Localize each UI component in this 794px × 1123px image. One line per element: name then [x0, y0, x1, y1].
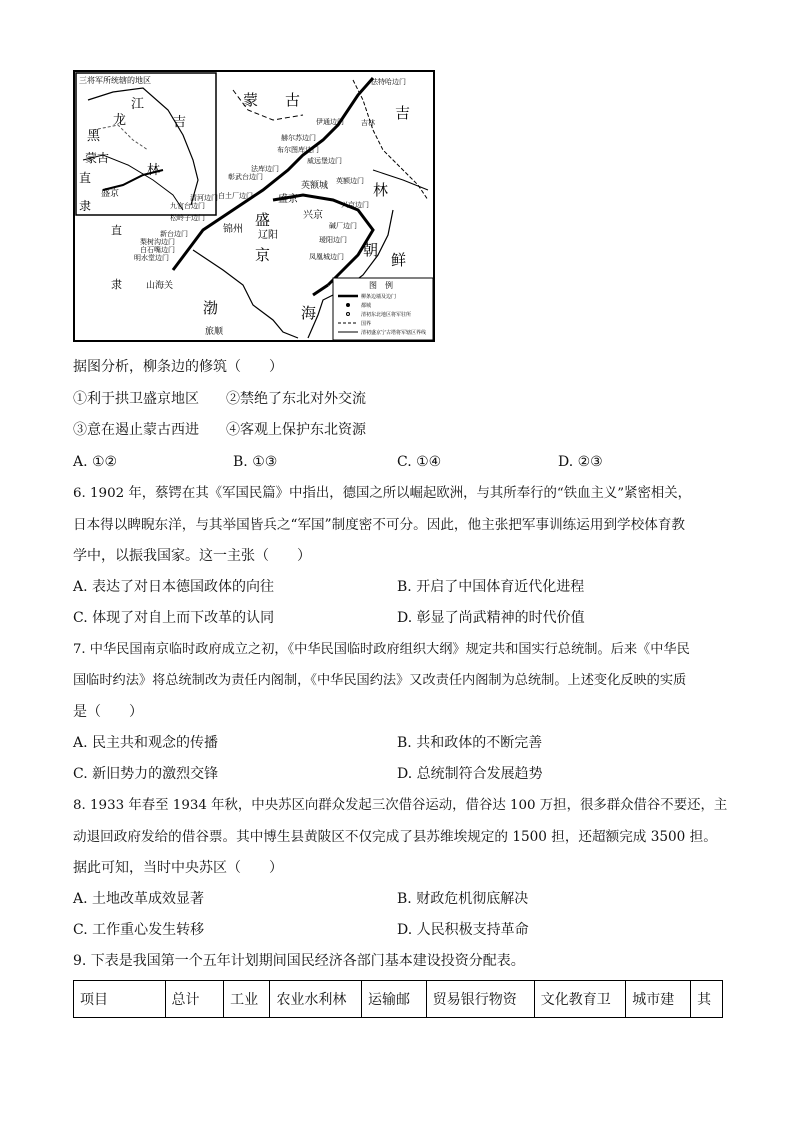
- legend-item: 都城: [361, 303, 372, 309]
- q5-option-d[interactable]: D. ②③: [558, 454, 603, 470]
- gate-label: 伊通边门: [316, 118, 344, 126]
- gate-label: 瑷阳边门: [319, 236, 347, 244]
- gate-label: 梨树沟边门: [140, 238, 175, 246]
- q6-line-2: 日本得以睥睨东洋，与其举国皆兵之“军国”制度密不可分。因此，他主张把军事训练运用到学校体育教: [73, 517, 686, 533]
- q6-line-3: 学中，以振我国家。这一主张（ ）: [73, 548, 311, 564]
- q7-line-3: 是（ ）: [73, 704, 143, 720]
- q5-option-a[interactable]: A. ①②: [73, 454, 118, 470]
- q8-option-c[interactable]: C. 工作重心发生转移: [73, 922, 205, 938]
- q5-option-b[interactable]: B. ①③: [233, 454, 278, 470]
- table-header-cell: 文化教育卫: [534, 981, 626, 1018]
- region-label: 渤: [203, 299, 219, 317]
- region-label: 京: [255, 246, 271, 264]
- legend-item: 清初东北地区将军驻所: [361, 312, 412, 318]
- gate-label: 法特哈边门: [371, 78, 406, 86]
- legend-item: 柳条边墙及边门: [361, 294, 397, 300]
- inset-label: 龙: [113, 113, 127, 128]
- q6-option-b[interactable]: B. 开启了中国体育近代化进程: [397, 579, 585, 595]
- q8-option-d[interactable]: D. 人民积极支持革命: [397, 922, 529, 938]
- q8-line-2: 动退回政府发给的借谷票。其中博生县黄陂区不仅完成了县苏维埃规定的 1500 担，还超额完成 3500 担。: [73, 829, 717, 845]
- gate-label: 新台边门: [160, 230, 188, 238]
- region-label: 海: [301, 304, 317, 322]
- q5-statement-4: ④客观上保护东北资源: [226, 422, 366, 438]
- region-label: 鲜: [391, 251, 407, 269]
- legend-title: 图 例: [369, 281, 393, 290]
- gate-label: 布尔图库边门: [277, 146, 319, 154]
- q5-stem: 据图分析，柳条边的修筑（ ）: [73, 359, 283, 375]
- gate-label: 碱厂边门: [329, 222, 357, 230]
- q5-statement-3: ③意在遏止蒙古西进: [73, 422, 199, 438]
- region-label: 隶: [111, 278, 122, 291]
- q7-line-2: 国临时约法》将总统制改为责任内阁制，《中华民国约法》又改责任内阁制为总统制。上述变化反映的实质: [73, 673, 687, 688]
- q8-option-a[interactable]: A. 土地改革成效显著: [73, 891, 205, 907]
- table-header-cell: 其: [691, 981, 723, 1018]
- q8-line-1: 8. 1933 年春至 1934 年秋，中央苏区向群众发起三次借谷运动，借谷达 100 万担，很多群众借谷不要还，主: [73, 798, 728, 813]
- gate-label: 兴京边门: [341, 201, 369, 209]
- inset-title: 三将军所统辖的地区: [79, 76, 151, 85]
- region-label: 林: [373, 181, 389, 199]
- table-header-cell: 工业: [224, 981, 270, 1018]
- inset-label: 隶: [79, 199, 92, 213]
- gate-label: 凤凰城边门: [309, 253, 344, 261]
- gate-label: 吉林: [361, 119, 375, 127]
- q7-option-c[interactable]: C. 新旧势力的激烈交锋: [73, 766, 219, 782]
- gate-label: 英额边门: [336, 177, 364, 185]
- gate-label: 松岭子边门: [170, 214, 205, 222]
- legend-item: 清初盛京宁古塔将军辖区界线: [361, 330, 427, 336]
- city-label: 山海关: [146, 281, 174, 291]
- city-label: 兴京: [303, 210, 323, 221]
- inset-label: 吉: [173, 115, 187, 130]
- table-header-cell: 城市建: [626, 981, 691, 1018]
- legend-item: 国界: [361, 321, 372, 327]
- gate-label: 白石嘴边门: [140, 246, 175, 254]
- table-header-cell: 农业水利林: [270, 981, 362, 1018]
- inset-label: 林: [147, 163, 161, 178]
- city-label: 盛京: [278, 194, 298, 205]
- q8-line-3: 据此可知，当时中央苏区（ ）: [73, 860, 283, 876]
- investment-table: [73, 980, 723, 1018]
- table-header-cell: 项目: [74, 981, 166, 1018]
- q5-option-c[interactable]: C. ①④: [397, 454, 442, 470]
- region-label: 朝: [363, 241, 379, 259]
- q6-option-d[interactable]: D. 彰显了尚武精神的时代价值: [397, 610, 585, 626]
- gate-label: 法库边门: [251, 165, 279, 173]
- q5-statement-2: ②禁绝了东北对外交流: [226, 391, 366, 407]
- table-header-cell: 总计: [165, 981, 224, 1018]
- city-label: 锦州: [223, 224, 243, 235]
- gate-label: 白土厂边门: [218, 192, 253, 200]
- region-label: 盛: [255, 211, 271, 229]
- gate-label: 威远堡边门: [307, 157, 342, 165]
- region-label: 蒙: [243, 91, 259, 109]
- gate-label: 清河边门: [190, 194, 218, 202]
- table-header-row: [74, 981, 723, 1018]
- map-legend: [333, 278, 433, 340]
- inset-label: 黑: [87, 129, 101, 144]
- inset-label: 直: [79, 171, 92, 185]
- city-label: 辽阳: [258, 230, 278, 241]
- city-label: 旅顺: [205, 327, 224, 337]
- q9-stem: 9. 下表是我国第一个五年计划期间国民经济各部门基本建设投资分配表。: [73, 953, 525, 969]
- liutiao-border-map: [73, 70, 435, 342]
- gate-label: 明水堂边门: [134, 254, 169, 262]
- q6-line-1: 6. 1902 年，蔡锷在其《军国民篇》中指出，德国之所以崛起欧洲，与其所奉行的“铁血主义”紧密相关，: [73, 486, 692, 501]
- region-label: 古: [285, 91, 301, 109]
- table-header-cell: 运输邮: [361, 981, 426, 1018]
- q5-statement-1: ①利于拱卫盛京地区: [73, 391, 199, 407]
- inset-label: 蒙古: [85, 151, 110, 165]
- gate-label: 九官台边门: [170, 202, 205, 210]
- region-label: 吉: [395, 104, 411, 122]
- q6-option-a[interactable]: A. 表达了对日本德国政体的向往: [73, 579, 275, 595]
- region-label: 直: [111, 224, 122, 237]
- q6-option-c[interactable]: C. 体现了对自上而下改革的认同: [73, 610, 275, 626]
- q7-option-b[interactable]: B. 共和政体的不断完善: [397, 735, 543, 751]
- inset-label: 江: [131, 97, 145, 112]
- q7-line-1: 7. 中华民国南京临时政府成立之初，《中华民国临时政府组织大纲》规定共和国实行总统制。后来《中华民: [73, 642, 690, 657]
- q7-option-d[interactable]: D. 总统制符合发展趋势: [397, 766, 543, 782]
- gate-label: 赫尔苏边门: [281, 134, 316, 142]
- city-label: 英额城: [301, 181, 329, 191]
- table-header-cell: 贸易银行物资: [426, 981, 534, 1018]
- q7-option-a[interactable]: A. 民主共和观念的传播: [73, 735, 219, 751]
- gate-label: 彰武台边门: [228, 173, 263, 181]
- q8-option-b[interactable]: B. 财政危机彻底解决: [397, 891, 529, 907]
- inset-label: 盛京: [101, 189, 120, 199]
